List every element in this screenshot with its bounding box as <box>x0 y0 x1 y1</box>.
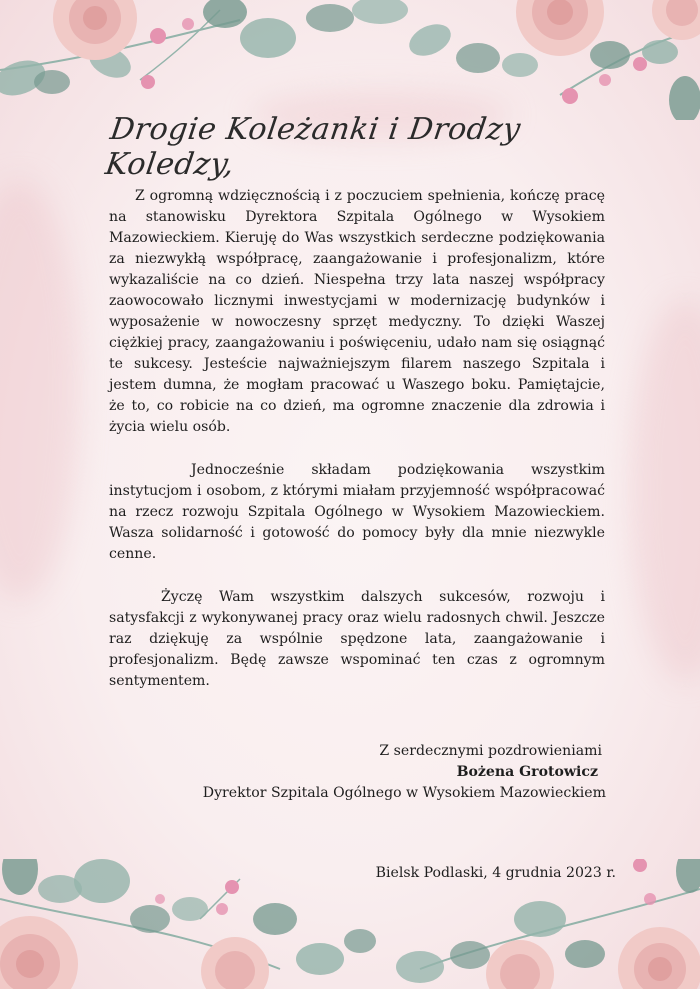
letter-salutation: Drogie Koleżanki i Drodzy Koledzy, <box>103 112 523 182</box>
place-and-date: Bielsk Podlaski, 4 grudnia 2023 r. <box>375 865 616 881</box>
letter-body <box>109 186 605 714</box>
watercolor-wash <box>0 180 80 600</box>
signer-title: Dyrektor Szpitala Ogólnego w Wysokiem Mazowieckiem <box>202 785 606 801</box>
top-floral-border-icon <box>0 0 700 120</box>
signature-block <box>146 741 606 804</box>
closing-greeting: Z serdecznymi pozdrowieniami <box>379 743 602 759</box>
paragraph-2: Jednocześnie składam podziękowania wszystkim instytucjom i osobom, z którymi miałam przyjemność współpracować na rzecz rozwoju Szpitala Ogólnego w Wysokiem Mazowieckiem. Wasza solidarność i gotowość do pomocy były dla mnie niezwykle cenne. <box>109 462 605 562</box>
paragraph-1: Z ogromną wdzięcznością i z poczuciem spełnienia, kończę pracę na stanowisku Dyrektora Szpitala Ogólnego w Wysokiem Mazowieckiem. Kieruję do Was wszystkich serdeczne podziękowania za niezwykłą współpracę, zaangażowanie i profesjonalizm, które wykazaliście na co dzień. Niespełna trzy lata naszej współpracy zaowocowało licznymi inwestycjami w modernizację budynków i wyposażenie w nowoczesny sprzęt medyczny. To dzięki Waszej ciężkiej pracy, zaangażowaniu i poświęceniu, udało nam się osiągnąć te sukcesy. Jesteście najważniejszym filarem naszego Szpitala i jestem dumna, że mogłam pracować u Waszego boku. Pamiętajcie, że to, co robicie na co dzień, ma ogromne znaczenie dla zdrowia i życia wielu osób. <box>109 188 605 435</box>
watercolor-wash <box>630 300 700 680</box>
signer-name: Bożena Grotowicz <box>456 764 598 780</box>
paragraph-3: Życzę Wam wszystkim dalszych sukcesów, rozwoju i satysfakcji z wykonywanej pracy oraz wielu radosnych chwil. Jeszcze raz dziękuję za wspólnie spędzone lata, zaangażowanie i profesjonalizm. Będę zawsze wspominać ten czas z ogromnym sentymentem. <box>109 589 605 689</box>
